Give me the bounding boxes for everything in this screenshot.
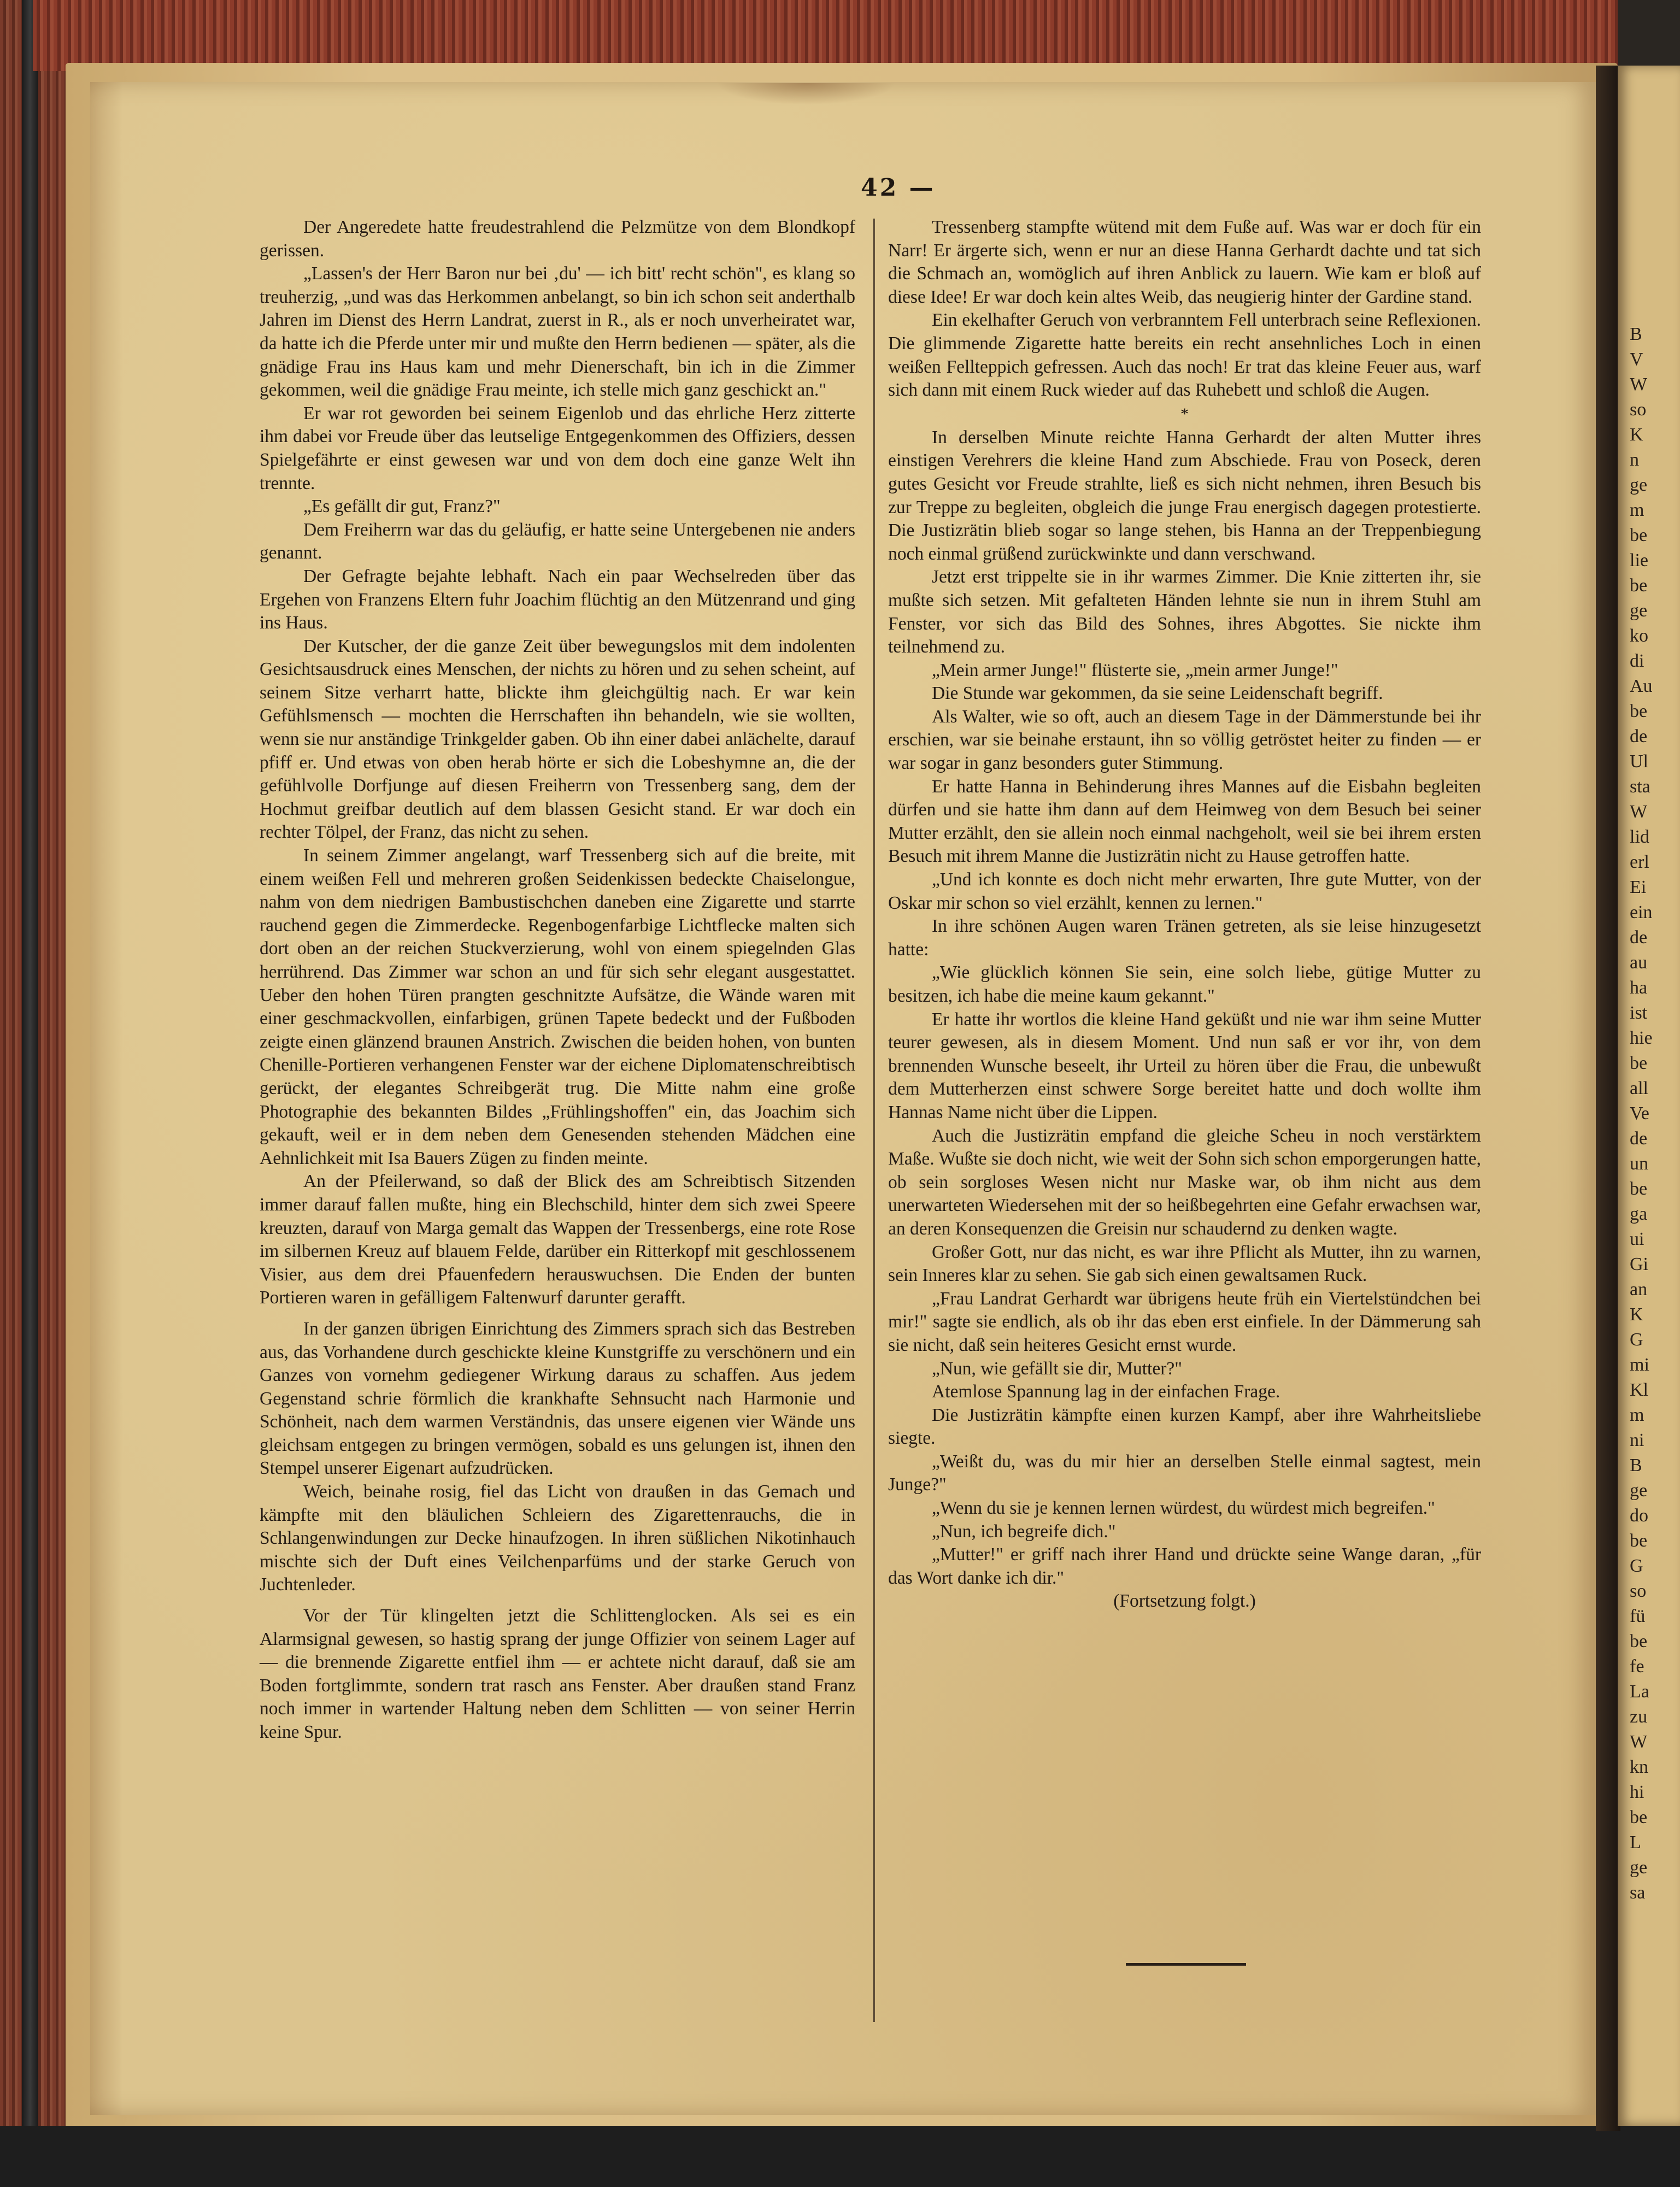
next-page-text: Ei	[1630, 877, 1647, 897]
paragraph: Als Walter, wie so oft, auch an diesem Tage in der Dämmerstunde bei ihr erschien, war sie beinahe erstaunt, ihn so völlig getröstet heiter zu finden — er war sogar in ganz besonders guter Stimmung.	[888, 706, 1481, 774]
paragraph: Jetzt erst trippelte sie in ihr warmes Zimmer. Die Knie zitterten ihr, sie mußte sich setzen. Mit gefalteten Händen lehnte sie nun in ihrem Stuhl am Fenster, vor sich das Bild des Sohnes, ihres Abgottes. Sie nickte ihm teilnehmend zu.	[888, 567, 1481, 657]
next-page-text: lie	[1630, 550, 1648, 571]
paragraph: Dem Freiherrn war das du geläufig, er hatte seine Untergebenen nie anders genannt.	[260, 519, 855, 563]
next-page-text: sta	[1630, 777, 1650, 797]
section-divider: *	[1180, 404, 1189, 423]
paragraph: Der Angeredete hatte freudestrahlend die Pelzmütze von dem Blondkopf gerissen.	[260, 217, 855, 261]
paragraph: Der Gefragte bejahte lebhaft. Nach ein paar Wechselreden über das Ergehen von Franzens Eltern fuhr Joachim flüchtig an den Mützenrand und ging ins Haus.	[260, 566, 855, 633]
next-page-text: ni	[1630, 1430, 1644, 1450]
paragraph: Weich, beinahe rosig, fiel das Licht von draußen in das Gemach und kämpfte mit den bläulichen Schleiern des Zigarettenrauchs, die in Schlangenwindungen zur Decke hinaufzogen. In ihren süßlichen Nikotinhauch mischte sich der Duft eines Veilchenparfüms und der starke Geruch von Juchtenleder.	[260, 1481, 855, 1595]
paragraph: In der ganzen übrigen Einrichtung des Zimmers sprach sich das Bestreben aus, das Vorhandene durch geschickte kleine Kunstgriffe zu verschönern und ein Ganzes von vornehm gediegener Wirkung daraus zu schaffen. Aus jedem Gegenstand schrie förmlich die krankhafte Sehnsucht nach Harmonie und Schönheit, nach dem warmen Verständnis, das unsere eigenen vier Wände uns gleichsam entgegen zu bringen vermögen, sobald es uns gelungen ist, ihnen den Stempel unserer Eigenart aufzudrücken.	[260, 1318, 855, 1479]
next-page-text: de	[1630, 927, 1648, 948]
page-number: 42 —	[861, 174, 936, 202]
next-page-text: W	[1630, 1732, 1648, 1752]
next-page-text: m	[1630, 500, 1644, 520]
next-page-text: B	[1630, 324, 1642, 344]
next-page-text: fe	[1630, 1656, 1644, 1677]
paragraph: Ein ekelhafter Geruch von verbranntem Fell unterbrach seine Reflexionen. Die glimmende Zigarette hatte bereits ein recht ansehnliches Loch in einen weißen Fellteppich gefressen. Auch das noch! Er trat das kleine Feuer aus, warf sich dann mit einem Ruck wieder auf das Ruhebett und schloß die Augen.	[888, 310, 1481, 401]
next-page-text: La	[1630, 1682, 1649, 1702]
next-page-text: ge	[1630, 601, 1648, 621]
next-page-text: ha	[1630, 978, 1648, 998]
next-page-text: be	[1630, 1179, 1648, 1199]
right-column	[888, 216, 1481, 1613]
next-page-text: be	[1630, 525, 1648, 545]
paragraph: „Wenn du sie je kennen lernen würdest, du würdest mich begreifen."	[932, 1498, 1435, 1519]
paragraph: In seinem Zimmer angelangt, warf Tressenberg sich auf die breite, mit einem weißen Fell und mehreren großen Seidenkissen bedeckte Chaiselongue, nahm von dem niedrigen Bambustischchen daneben eine Zigarette und starrte rauchend gegen die Zimmerdecke. Regenbogenfarbige Lichtflecke malten sich dort oben an der reichen Stuckverzierung, wohl von einem spiegelnden Glas herrührend. Das Zimmer war schon an und für sich sehr elegant ausgestattet. Ueber den hohen Türen prangten geschnitzte Aufsätze, die Wände waren mit einer geschmackvollen, einfarbigen, grünen Tapete bedeckt und der Fußboden zeigte einen glänzend braunen Anstrich. Zwischen die beiden hohen, von bunten Chenille-Portieren verhangenen Fenster war der eichene Diplomatenschreibtisch gerückt, der elegantes Schreibgerät trug. Die Mitte nahm eine große Photographie des bekannten Bildes „Frühlingshoffen" ein, das Joachim sich gekauft, weil er in dem neben dem Genesenden stehenden Mädchen eine Aehnlichkeit mit Isa Bauers Zügen zu finden meinte.	[260, 845, 855, 1168]
next-page-text: V	[1630, 349, 1643, 369]
paragraph: „Weißt du, was du mir hier an derselben Stelle einmal sagtest, mein Junge?"	[888, 1451, 1481, 1495]
next-page-text: so	[1630, 1581, 1647, 1601]
end-rule	[1126, 1963, 1246, 1966]
paragraph: Er hatte Hanna in Behinderung ihres Mannes auf die Eisbahn begleiten dürfen und sie hatte ihm dann auf dem Heimweg von dem Besuch bei seiner Mutter erzählt, den sie allein noch einmal nachgeholt, weil sie bei ihrem ersten Besuch mit ihrem Manne die Justizrätin nicht zu Hause getroffen hatte.	[888, 776, 1481, 867]
next-page-text: mi	[1630, 1355, 1649, 1375]
next-page-text: ui	[1630, 1229, 1644, 1249]
next-page-text: m	[1630, 1405, 1644, 1425]
paragraph: Tressenberg stampfte wütend mit dem Fuße auf. Was war er doch für ein Narr! Er ärgerte sich, wenn er nur an diese Hanna Gerhardt dachte und tat sich die Schmach an, womöglich auf ihren Anblick zu lauern. Wie kam er bloß auf diese Idee! Er war doch kein altes Weib, das neugierig hinter der Gardine stand.	[888, 217, 1481, 307]
paragraph: Auch die Justizrätin empfand die gleiche Scheu in noch verstärktem Maße. Wußte sie doch nicht, wie weit der Sohn sich schon emporgerungen hatte, ob sein sorgloses Wesen nicht nur Maske war, ob ihm nicht aus dem unerwarteten Wiedersehen mit der so heißbegehrten eine Gefahr erwachsen war, an deren Konsequenzen die Greisin nur schaudernd zu denken wagte.	[888, 1125, 1481, 1239]
paragraph: Die Stunde war gekommen, da sie seine Leidenschaft begriff.	[932, 683, 1383, 704]
paragraph: Vor der Tür klingelten jetzt die Schlittenglocken. Als sei es ein Alarmsignal gewesen, so hastig sprang der junge Offizier von seinem Lager auf — die brennende Zigarette entfiel ihm — er achtete nicht darauf, daß sie am Boden fortglimmte, sondern trat rasch ans Fenster. Aber draußen stand Franz noch immer in wartender Haltung neben dem Schlitten — von seiner Herrin keine Spur.	[260, 1606, 855, 1742]
paragraph: „Frau Landrat Gerhardt war übrigens heute früh ein Viertelstündchen bei mir!" sagte sie endlich, als ob ihr das eben erst einfiele. In der Dämmerung sah sie nicht, daß sein heiteres Gesicht ernst wurde.	[888, 1288, 1481, 1355]
next-page-text: ga	[1630, 1204, 1648, 1224]
next-page-text: be	[1630, 575, 1648, 596]
paragraph: „Es gefällt dir gut, Franz?"	[303, 496, 501, 517]
paragraph: Der Kutscher, der die ganze Zeit über bewegungslos mit dem indolenten Gesichtsausdruck eines Menschen, der nichts zu hören und zu sehen scheint, auf seinem Sitze verharrt hatte, blickte ihm gleichgültig nach. Er war kein Gefühlsmensch — mochten die Herrschaften ihn behandeln, wie sie wollten, wenn sie nur anständige Trinkgelder gaben. Ob ihn einer dabei anlächelte, darauf pfiff er. Und etwas von oben herab hörte er sich die Lobeshymne an, die der gefühlvolle Dorfjunge auf diesen Freiherrn von Tressenberg sang, dem der Hochmut greifbar deutlich auf dem blassen Gesicht stand. Er war doch ein rechter Tölpel, der Franz, das nicht zu sehen.	[260, 636, 855, 843]
next-page-text: lid	[1630, 827, 1649, 847]
next-page-text: kn	[1630, 1757, 1648, 1777]
next-page-text: K	[1630, 425, 1643, 445]
next-page-text: Ul	[1630, 751, 1648, 772]
next-page-text: be	[1630, 1053, 1648, 1073]
next-page-text: be	[1630, 1531, 1648, 1551]
next-page-text: so	[1630, 399, 1647, 420]
next-page-text: de	[1630, 726, 1648, 746]
paragraph: „Wie glücklich können Sie sein, eine solch liebe, gütige Mutter zu besitzen, ich habe die meine kaum gekannt."	[888, 962, 1481, 1006]
next-page-text: K	[1630, 1304, 1643, 1325]
bottom-cover	[0, 2126, 1680, 2187]
spine-edge	[22, 0, 38, 2187]
paragraph: In derselben Minute reichte Hanna Gerhardt der alten Mutter ihres einstigen Verehrers die kleine Hand zum Abschiede. Frau von Poseck, deren gutes Gesicht vor Freude strahlte, ließ es sich nicht nehmen, ihren Besuch bis zur Treppe zu begleiten, obgleich die junge Frau energisch dagegen protestierte. Die Justizrätin blieb sogar so lange stehen, bis Hanna an der Treppenbiegung noch einmal grüßend zurückwinkte und dann verschwand.	[888, 427, 1481, 564]
next-page-text: W	[1630, 374, 1648, 395]
paragraph: Atemlose Spannung lag in der einfachen Frage.	[932, 1381, 1280, 1402]
paragraph: „Nun, ich begreife dich."	[932, 1521, 1116, 1542]
paragraph: An der Pfeilerwand, so daß der Blick des am Schreibtisch Sitzenden immer darauf fallen mußte, hing ein Blechschild, hinter dem sich zwei Speere kreuzten, darauf von Marga gemalt das Wappen der Tressenbergs, eine rote Rose im silbernen Kreuz auf blauem Felde, darüber ein Ritterkopf mit geschlossenem Visier, aus dem drei Pfauenfedern herauswuchsen. Die Enden der bunten Portieren waren in gefälligem Faltenwurf darunter gerafft.	[260, 1171, 855, 1308]
paragraph: Die Justizrätin kämpfte einen kurzen Kampf, aber ihre Wahrheitsliebe siegte.	[888, 1404, 1481, 1449]
next-page-text: do	[1630, 1506, 1648, 1526]
next-page-fragment	[1618, 66, 1680, 2126]
next-page-text: hi	[1630, 1782, 1644, 1802]
paragraph: „Und ich konnte es doch nicht mehr erwarten, Ihre gute Mutter, von der Oskar mir schon so viel erzählt, kennen zu lernen."	[888, 869, 1481, 913]
next-page-text: sa	[1630, 1883, 1646, 1903]
next-page-text: all	[1630, 1078, 1648, 1098]
next-page-text: G	[1630, 1556, 1643, 1576]
paragraph: „Mutter!" er griff nach ihrer Hand und drückte seine Wange daran, „für das Wort danke ich dir."	[888, 1544, 1481, 1588]
next-page-text: n	[1630, 450, 1639, 470]
marbled-top-edge	[33, 0, 1618, 71]
paragraph: Er war rot geworden bei seinem Eigenlob und das ehrliche Herz zitterte ihm dabei vor Freude über das leutselige Entgegenkommen des Offiziers, dessen Spielgefährte er einst gewesen war und von dem doch eine ganze Welt ihn trennte.	[260, 403, 855, 493]
next-page-text: hie	[1630, 1028, 1653, 1048]
continuation-note: (Fortsetzung folgt.)	[1113, 1591, 1256, 1612]
next-page-text: di	[1630, 651, 1644, 671]
next-page-text: B	[1630, 1455, 1642, 1475]
next-page-text: Gi	[1630, 1254, 1648, 1274]
next-page-text: zu	[1630, 1707, 1648, 1727]
next-page-text: L	[1630, 1832, 1641, 1853]
left-column	[260, 216, 855, 1744]
next-page-text: Kl	[1630, 1380, 1648, 1400]
paragraph: Großer Gott, nur das nicht, es war ihre Pflicht als Mutter, ihn zu warnen, sein Inneres klar zu sehen. Sie gab sich einen gewaltsamen Ruck.	[888, 1242, 1481, 1286]
column-rule	[873, 219, 875, 2022]
paragraph: „Lassen's der Herr Baron nur bei ‚du' — ich bitt' recht schön", es klang so treuherzig, „und was das Herkommen anbelangt, so bin ich schon seit anderthalb Jahren im Dienst des Herrn Landrat, zuerst in R., als er noch unverheiratet war, da hatte ich die Pferde unter mir und mußte den Herrn bedienen — später, als die gnädige Frau ins Haus kam und mehr Dienerschaft, bin ich in die Zimmer gekommen, weil die gnädige Frau meinte, ich stelle mich ganz geschickt an."	[260, 263, 855, 401]
next-page-text: erl	[1630, 852, 1649, 872]
paragraph: In ihre schönen Augen waren Tränen getreten, als sie leise hinzugesetzt hatte:	[888, 916, 1481, 960]
next-page-text: be	[1630, 1807, 1648, 1827]
next-page-text: un	[1630, 1154, 1648, 1174]
next-page-text: W	[1630, 802, 1648, 822]
paragraph: Er hatte ihr wortlos die kleine Hand geküßt und nie war ihm seine Mutter teurer gewesen, als in diesem Moment. Und nun saß er vor ihr, von dem brennenden Wunsche beseelt, ihr Urteil zu hören über die Frau, die unbewußt dem Mutterherzen einst schwere Sorge bereitet hatte und doch wollte ihm Hannas Name nicht über die Lippen.	[888, 1009, 1481, 1122]
next-page-text: ge	[1630, 475, 1648, 495]
next-page-text: ko	[1630, 626, 1648, 646]
next-page-text: de	[1630, 1128, 1648, 1149]
next-page-text: fü	[1630, 1606, 1646, 1626]
next-page-text: be	[1630, 1631, 1648, 1651]
next-page-text: an	[1630, 1279, 1648, 1300]
next-page-text: ge	[1630, 1480, 1648, 1501]
next-page-text: ge	[1630, 1857, 1648, 1878]
next-page-text: Ve	[1630, 1103, 1649, 1124]
next-page-text: Au	[1630, 676, 1653, 696]
page-tear	[716, 83, 896, 105]
next-page-text: au	[1630, 953, 1648, 973]
next-page-text: ein	[1630, 902, 1653, 922]
next-page-text: be	[1630, 701, 1648, 721]
paragraph: „Mein armer Junge!" flüsterte sie, „mein armer Junge!"	[932, 660, 1338, 680]
next-page-text: ist	[1630, 1003, 1648, 1023]
paragraph: „Nun, wie gefällt sie dir, Mutter?"	[932, 1358, 1182, 1379]
page-gutter	[1596, 66, 1620, 2131]
next-page-text: G	[1630, 1330, 1643, 1350]
